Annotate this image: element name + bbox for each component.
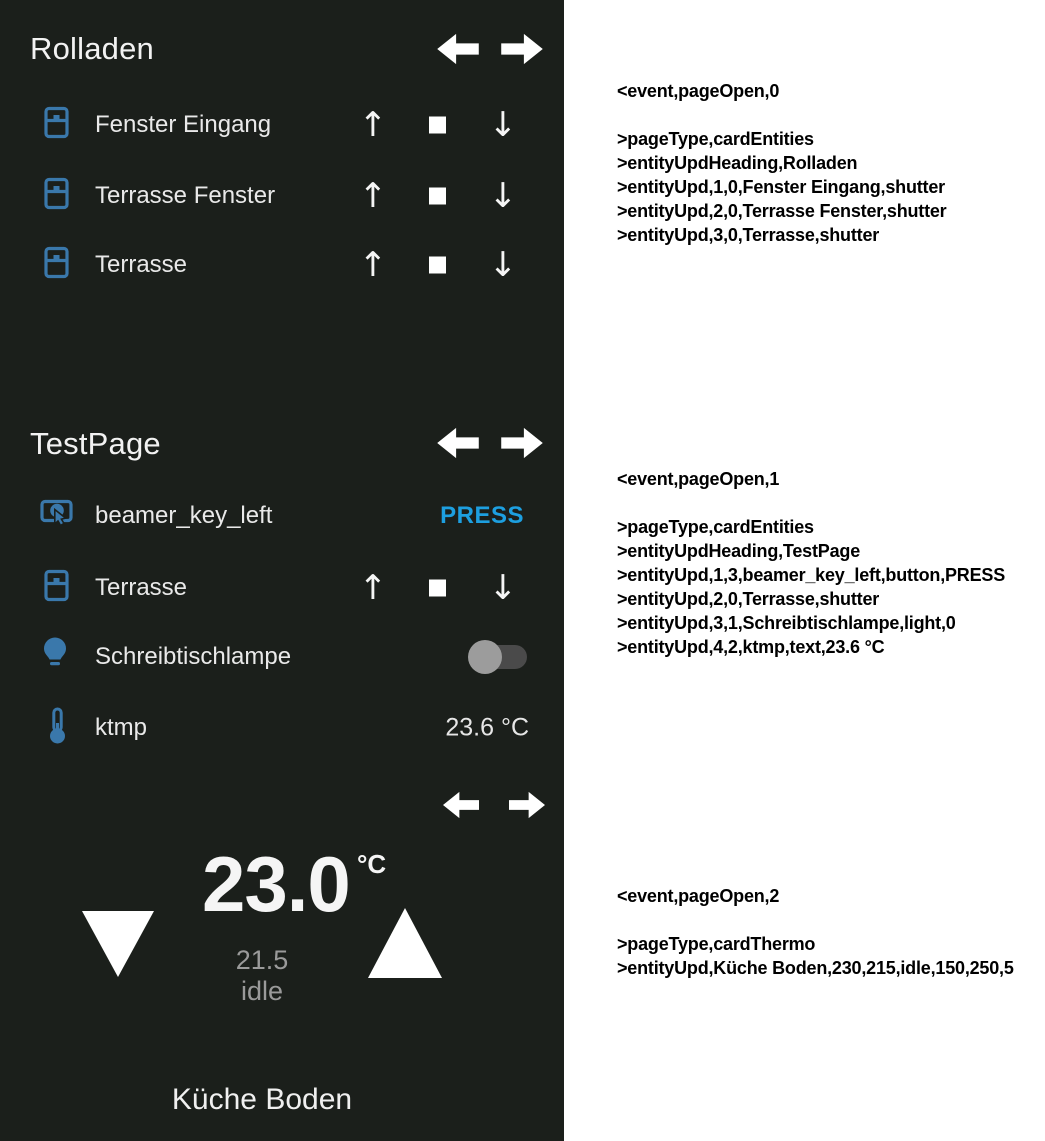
next-page-icon[interactable] — [501, 32, 543, 66]
thermometer-icon — [49, 707, 66, 749]
log-line: >entityUpd,3,0,Terrasse,shutter — [617, 225, 880, 245]
temp-decrease-button[interactable] — [82, 911, 154, 977]
log-block-page0 — [617, 79, 1042, 247]
entity-label: ktmp — [95, 714, 148, 741]
shutter-up-button[interactable]: ↑ — [358, 105, 388, 145]
log-line: >pageType,cardEntities — [617, 517, 814, 537]
shutter-stop-button[interactable] — [429, 188, 446, 205]
prev-page-icon[interactable] — [437, 32, 479, 66]
prev-page-icon[interactable] — [437, 426, 479, 460]
next-page-icon[interactable] — [509, 790, 545, 820]
entity-label: Terrasse — [95, 574, 188, 601]
log-line: <event,pageOpen,1 — [617, 469, 780, 489]
log-line: >entityUpd,2,0,Terrasse,shutter — [617, 589, 880, 609]
shutter-up-button[interactable]: ↑ — [358, 176, 388, 216]
shutter-stop-button[interactable] — [429, 257, 446, 274]
card-testpage-title: TestPage — [30, 426, 161, 461]
entity-label: Terrasse — [95, 251, 188, 278]
temperature-unit: °C — [357, 849, 387, 879]
shutter-down-button[interactable]: ↓ — [488, 105, 518, 145]
log-line: >entityUpd,2,0,Terrasse Fenster,shutter — [617, 201, 947, 221]
log-line: <event,pageOpen,0 — [617, 81, 780, 101]
light-toggle[interactable] — [470, 645, 527, 669]
card-rolladen-title: Rolladen — [30, 31, 154, 66]
log-line: >pageType,cardEntities — [617, 129, 814, 149]
toggle-knob — [468, 640, 502, 674]
entity-label: beamer_key_left — [95, 502, 273, 529]
entity-row — [0, 99, 564, 151]
shutter-stop-button[interactable] — [429, 117, 446, 134]
prev-page-icon[interactable] — [443, 790, 479, 820]
log-line: >pageType,cardThermo — [617, 934, 816, 954]
target-temperature: 21.5 — [235, 945, 289, 975]
shutter-icon — [44, 570, 69, 607]
shutter-down-button[interactable]: ↓ — [488, 245, 518, 285]
entity-row — [0, 239, 564, 291]
entity-row — [0, 490, 564, 542]
temperature-value: 23.6 °C — [445, 713, 529, 742]
temp-increase-button[interactable] — [368, 908, 442, 978]
entity-label: Fenster Eingang — [95, 111, 272, 138]
hvac-state: idle — [240, 976, 284, 1006]
current-temperature: 23.0 — [202, 840, 350, 928]
entity-label: Schreibtischlampe — [95, 643, 292, 670]
log-block-page2 — [617, 884, 1042, 980]
entity-label: Terrasse Fenster — [95, 182, 276, 209]
lightbulb-icon — [42, 637, 68, 678]
thermostat-name: Küche Boden — [171, 1083, 353, 1116]
log-line: >entityUpdHeading,TestPage — [617, 541, 861, 561]
log-line: >entityUpd,Küche Boden,230,215,idle,150,250,5 — [617, 958, 1014, 978]
shutter-icon — [44, 107, 69, 144]
log-line: >entityUpd,1,0,Fenster Eingang,shutter — [617, 177, 945, 197]
entity-row — [0, 631, 564, 683]
shutter-stop-button[interactable] — [429, 580, 446, 597]
gesture-tap-button-icon — [40, 498, 76, 535]
shutter-icon — [44, 178, 69, 215]
log-line: >entityUpd,3,1,Schreibtischlampe,light,0 — [617, 613, 956, 633]
log-block-page1 — [617, 467, 1042, 659]
shutter-up-button[interactable]: ↑ — [358, 568, 388, 608]
next-page-icon[interactable] — [501, 426, 543, 460]
shutter-icon — [44, 247, 69, 284]
shutter-down-button[interactable]: ↓ — [488, 176, 518, 216]
entity-row — [0, 702, 564, 754]
press-button[interactable]: PRESS — [440, 502, 524, 529]
shutter-up-button[interactable]: ↑ — [358, 245, 388, 285]
log-line: <event,pageOpen,2 — [617, 886, 780, 906]
shutter-down-button[interactable]: ↓ — [488, 568, 518, 608]
log-line: >entityUpd,4,2,ktmp,text,23.6 °C — [617, 637, 885, 657]
log-line: >entityUpd,1,3,beamer_key_left,button,PRESS — [617, 565, 1006, 585]
entity-row — [0, 562, 564, 614]
entity-row — [0, 170, 564, 222]
log-line: >entityUpdHeading,Rolladen — [617, 153, 858, 173]
